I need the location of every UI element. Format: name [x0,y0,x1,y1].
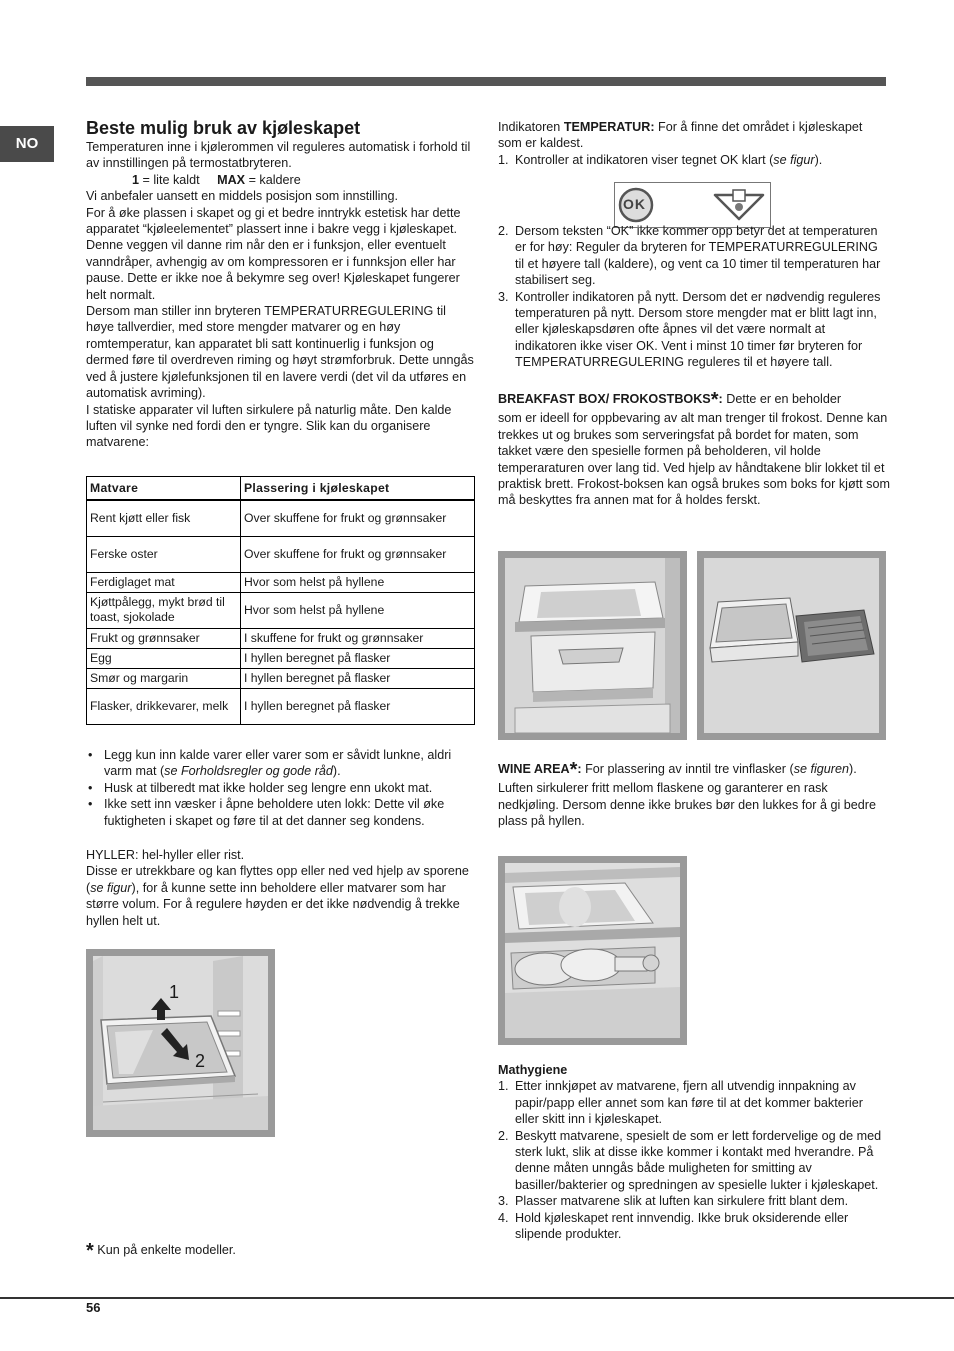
wine-area-heading [498,759,890,781]
drawer-image [505,558,680,733]
top-rule [86,77,886,86]
list-item [498,223,888,289]
wine-area-section [498,761,890,830]
list-item [498,1128,890,1194]
hygiene-list [498,1078,890,1242]
table-cell: Ferske oster [87,536,241,572]
left-column [86,118,476,451]
shelves-heading: HYLLER: hel-hyller eller rist. [86,848,245,862]
list-item-text: ). [332,764,341,779]
table-cell: Egg [87,648,241,668]
wine-area-text: ). [849,762,857,776]
step-text: Plasser matvarene slik at luften kan sirkulere fritt blant dem. [515,1194,849,1209]
table-cell: I hyllen beregnet på flasker [241,668,475,688]
footer-rule [0,1297,954,1299]
step-number: 1. [498,152,509,167]
table-cell: Over skuffene for frukt og grønnsaker [241,500,475,536]
step-number: 4. [498,1210,509,1225]
colon: : [577,762,582,776]
table-header-cell: Plassering i kjøleskapet [241,477,475,501]
table-cell: Over skuffene for frukt og grønnsaker [241,536,475,572]
footnote-text: Kun på enkelte modeller. [93,1243,236,1257]
table-row [87,628,475,648]
page-number: 56 [86,1300,101,1315]
indicator-text: For å finne det området i kjøleskapet som er kaldest. [498,120,863,151]
language-tab: NO [0,126,54,162]
shelves-section [86,847,476,929]
indicator-text: Indikatoren [498,120,564,134]
setting-max-value: MAX [217,172,246,187]
table-row [87,592,475,628]
step-number: 3. [498,289,509,304]
wine-area-title: WINE AREA [498,762,570,776]
indicator-label: TEMPERATUR: [563,120,655,134]
table-cell: Flasker, drikkevarer, melk [87,688,241,724]
setting-1-text: = lite kaldt [139,172,200,187]
table-cell: Hvor som helst på hyllene [241,592,475,628]
indicator-steps-2 [498,223,888,371]
step-text: Beskytt matvarene, spesielt de som er lett fordervelige og de med sterk lukt, slik at disse ikke kommer i kontakt med hverandre. På denne måten unngås både muligheten for smitting av basiller/bakterier og spredningen av spesielle lukter i kjøleskapet. [515,1128,882,1192]
table-row [87,688,475,724]
step-number: 2. [498,1128,509,1143]
table-row [87,668,475,688]
tray-image [704,558,879,733]
shelves-text-part: ), for å kunne sette inn beholdere eller matvarer som har større volum. For å regulere høyden er det ikke nødvendig å trekke hyllen helt ut. [86,880,460,928]
cross-reference: se figur [90,880,132,895]
shelf-figure-image [93,956,268,1130]
setting-1-value: 1 [132,172,140,187]
indicator-steps-continued [498,223,888,371]
step-text: Kontroller indikatoren på nytt. Dersom det er nødvendig reguleres temperaturen på nytt. Dersom store mengder mat er blitt lagt inn, eller kjøleskapsdøren ofte åpnes vil det være normalt at indikatoren ikke viser OK. Vent i minst 10 timer før bryteren for TEMPERATURREGULERING reguleres til et høyere tall. [515,289,881,370]
drawer-illustration [505,558,680,733]
shelves-text-part: Disse er utrekkbare og kan flyttes opp eller ned ved hjelp av sporene ( [86,864,469,895]
table-cell: Ferdiglaget mat [87,572,241,592]
thermostat-settings [86,172,476,188]
table-row [87,500,475,536]
table-cell: Hvor som helst på hyllene [241,572,475,592]
ok-indicator-figure [614,182,771,228]
step-number: 1. [498,1079,509,1094]
step-text: ). [814,152,823,167]
wine-area-figure [498,856,687,1045]
breakfast-box-body: som er ideell for oppbevaring av alt man trenger til frokost. Denne kan trekkes ut og brukes som serveringsfat på bordet for maten, som takket være den spesielle formen på beholderen, vil holde temperaraturen over lang tid. Ved hjelp av håndtakene blir lokket til et praktisk brett. Frokost-boksen kan også brukes som boks for kjøtt som må beskyttes fra annen mat for å holdes ferskt. [498,411,890,508]
step-text: Etter innkjøpet av matvarene, fjern all utvendig innpakning av papir/papp eller annet som kan føre til at det kommer bakterier eller skitt inn i kjøleskapet. [515,1079,863,1127]
breakfast-box-figure-drawer [498,551,687,740]
food-hygiene-section [498,1062,890,1242]
figure-label-2: 2 [195,1051,206,1071]
list-item [498,152,888,168]
breakfast-box-section [498,391,890,509]
section-title: Beste mulig bruk av kjøleskapet [86,118,361,138]
breakfast-box-heading [498,389,890,411]
ok-label: OK [623,196,646,212]
shelves-text [86,863,476,929]
hygiene-title: Mathygiene [498,1063,568,1077]
list-item [498,289,888,371]
table-cell: Kjøttpålegg, mykt brød til toast, sjokolade [87,592,241,628]
list-item [498,1078,890,1127]
breakfast-box-text: Dette er en beholder [722,392,842,406]
paragraph-1: Vi anbefaler uansett en middels posisjon som innstilling. [86,189,398,204]
figure-label-1: 1 [169,982,180,1002]
cross-reference: se figuren [793,762,849,776]
storage-tips-list [86,747,478,829]
list-item: • Husk at tilberedt mat ikke holder seg lengre enn ukokt mat. [86,780,478,796]
wine-area-text: For plassering av inntil tre vinflasker ( [581,762,794,776]
step-number: 2. [498,224,509,238]
tray-illustration [704,558,879,733]
list-item-text: Legg kun inn kalde varer eller varer som er såvidt lunkne, aldri varm mat ( [104,748,452,779]
indicator-steps [498,152,888,168]
table-header-row [87,477,475,501]
table-cell: I skuffene for frukt og grønnsaker [241,628,475,648]
cross-reference: se Forholdsregler og gode råd [164,764,333,779]
footnote-star: * [86,1240,94,1262]
table-row [87,536,475,572]
indicator-intro [498,119,888,152]
table-cell: I hyllen beregnet på flasker [241,688,475,724]
table-row [87,572,475,592]
step-number: 3. [498,1194,509,1209]
list-item [498,1210,890,1243]
table-cell: I hyllen beregnet på flasker [241,648,475,668]
food-placement-table [86,476,475,725]
asterisk: * [710,389,719,411]
cross-reference: se figur [773,152,815,167]
table-cell: Frukt og grønnsaker [87,628,241,648]
step-text: Kontroller at indikatoren viser tegnet OK klart ( [515,152,774,167]
breakfast-box-figure-tray [697,551,886,740]
wine-area-body: Luften sirkulerer fritt mellom flaskene og garanterer en rask nedkjøling. Dersom denne ikke brukes bør den lukkes for å gi bedre plass på hyllen. [498,781,877,829]
footnote [86,1240,236,1262]
wine-rack-image [505,863,680,1038]
step-text: Dersom teksten “OK” ikke kommer opp betyr det at temperaturen er for høy: Reguler da bryteren for TEMPERATURREGULERING til et høyere tall (kaldere), og vent ca 10 timer til temperaturen har stabilisert seg. [515,224,881,288]
asterisk: * [569,759,578,781]
shelf-figure [86,949,275,1137]
setting-max-text: = kaldere [245,172,301,187]
table-cell: Smør og margarin [87,668,241,688]
paragraph-4: I statiske apparater vil luften sirkulere på naturlig måte. Den kalde luften vil synke ned fordi den er tyngre. Slik kan du organisere matvarene: [86,402,452,450]
list-item [498,1193,890,1209]
colon: : [718,392,723,406]
list-item [86,747,478,780]
shelf-illustration [93,956,268,1130]
table-header-cell: Matvare [87,477,241,501]
paragraph-3: Dersom man stiller inn bryteren TEMPERATURREGULERING til høye tallverdier, med store mengder matvarer og en høy romtemperatur, kan apparatet bli satt kontinuerlig i funksjon og dermed føre til overdreven riming og høyt strømforbruk. Dette unngås ved å justere kjølefunksjonen til en lavere verdi (det vil da utføres en automatisk avriming). [86,304,474,401]
paragraph-2: For å øke plassen i skapet og gi et bedre inntrykk estetisk har dette apparatet “kjøleelementet” plassert inne i bakre vegg i kjøleskapet. Denne veggen vil danne rim når den er i funksjon, eller eventuelt vanndråper, avhengig av om kompressoren er i funnksjon eller har pause. Dette er ikke noe å bekymre seg over! Kjøleskapet fungerer helt normalt. [86,205,461,302]
wine-rack-illustration [505,863,680,1038]
intro-text: Temperaturen inne i kjølerommen vil reguleres automatisk i forhold til av innstillingen på termostatbryteren. [86,140,471,171]
list-item: • Ikke sett inn væsker i åpne beholdere uten lokk: Dette vil øke fuktigheten i skapet og føre til at det danner seg kondens. [86,796,478,829]
step-text: Hold kjøleskapet rent innvendig. Ikke bruk oksiderende eller slipende produkter. [515,1210,849,1242]
table-cell: Rent kjøtt eller fisk [87,500,241,536]
right-column-top [498,119,888,168]
table-row [87,648,475,668]
breakfast-box-title: BREAKFAST BOX/ FROKOSTBOKS [498,392,711,406]
